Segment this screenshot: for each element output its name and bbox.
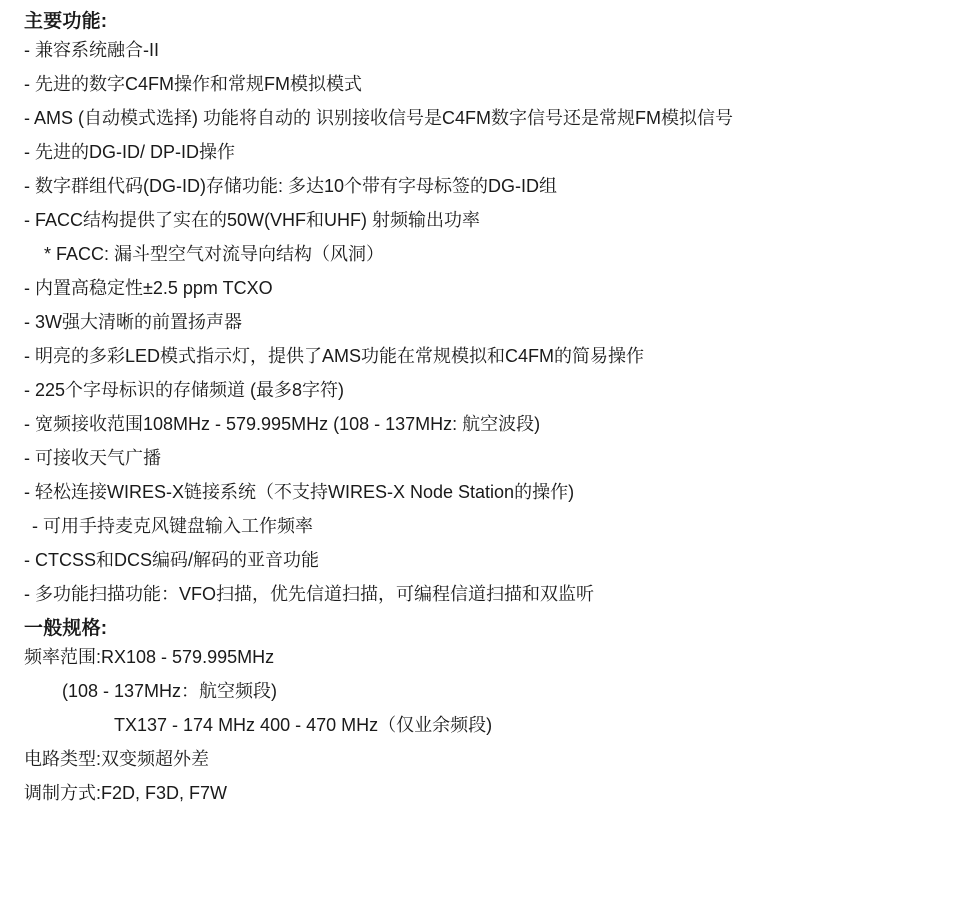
list-item: - 先进的数字C4FM操作和常规FM模拟模式 [24, 74, 362, 94]
list-item: - 可用手持麦克风键盘输入工作频率 [32, 516, 313, 536]
list-item: - AMS (自动模式选择) 功能将自动的 识别接收信号是C4FM数字信号还是常规FM模拟信号 [24, 108, 733, 128]
list-item: - CTCSS和DCS编码/解码的亚音功能 [24, 550, 320, 570]
list-item: - FACC结构提供了实在的50W(VHF和UHF) 射频输出功率 [24, 210, 480, 230]
list-item-note: * FACC: 漏斗型空气对流导向结构（风洞） [44, 244, 385, 264]
list-item: - 内置高稳定性±2.5 ppm TCXO [24, 278, 273, 298]
spec-row: 调制方式:F2D, F3D, F7W [24, 783, 228, 803]
list-item: - 轻松连接WIRES-X链接系统（不支持WIRES-X Node Station的操作) [24, 482, 575, 502]
section-title-features: 主要功能: [24, 11, 108, 32]
list-item: - 多功能扫描功能：VFO扫描，优先信道扫描，可编程信道扫描和双监听 [24, 584, 594, 604]
list-item: - 宽频接收范围108MHz - 579.995MHz (108 - 137MHz: 航空波段) [24, 414, 541, 434]
spec-row: 频率范围:RX108 - 579.995MHz [24, 647, 275, 667]
list-item: - 可接收天气广播 [24, 448, 161, 468]
list-item: - 明亮的多彩LED模式指示灯，提供了AMS功能在常规模拟和C4FM的简易操作 [24, 346, 645, 366]
section-title-specs: 一般规格: [24, 618, 108, 639]
list-item: - 先进的DG-ID/ DP-ID操作 [24, 142, 235, 162]
list-item: - 兼容系统融合-II [24, 40, 159, 60]
spec-row: TX137 - 174 MHz 400 - 470 MHz（仅业余频段) [114, 715, 493, 735]
features-list [24, 41, 944, 603]
list-item: - 3W强大清晰的前置扬声器 [24, 312, 242, 332]
list-item: - 225个字母标识的存储频道 (最多8字符) [24, 380, 345, 400]
spec-row: 电路类型:双变频超外差 [24, 749, 209, 769]
specs-list [24, 648, 944, 802]
list-item: - 数字群组代码(DG-ID)存储功能: 多达10个带有字母标签的DG-ID组 [24, 176, 557, 196]
spec-row: (108 - 137MHz：航空频段) [62, 681, 278, 701]
